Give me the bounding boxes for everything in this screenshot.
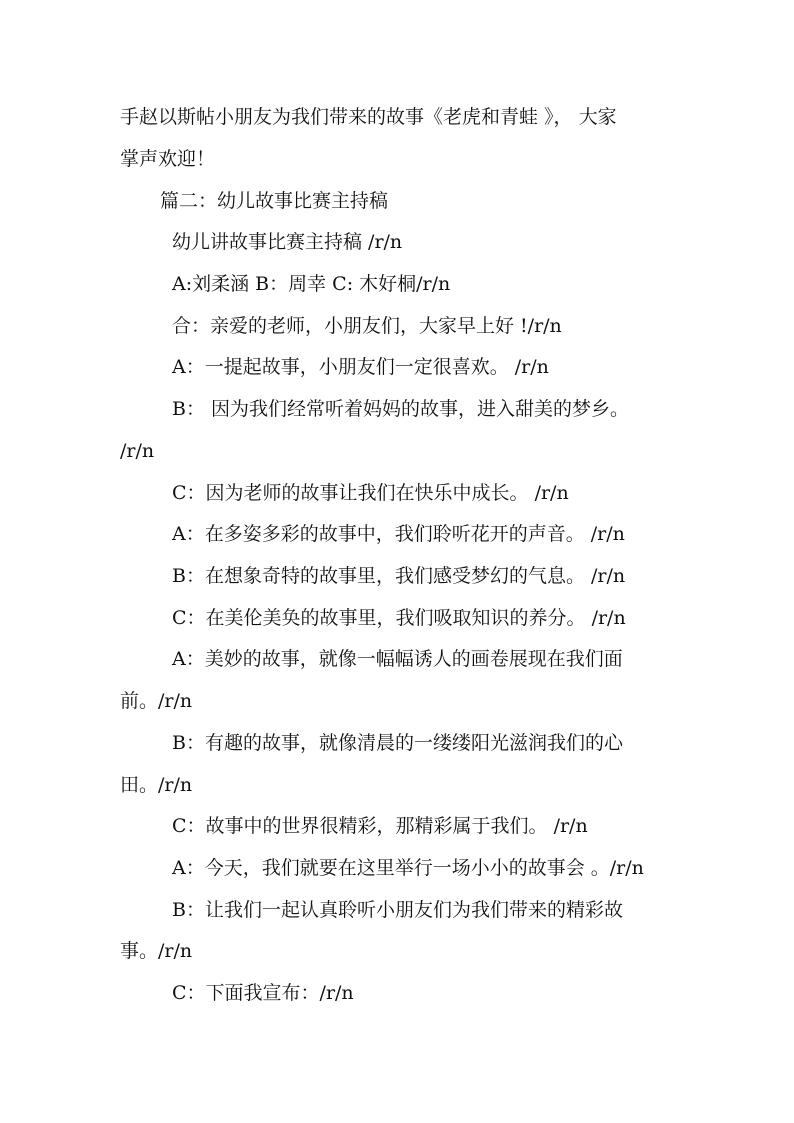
text-line: B：有趣的故事，就像清晨的一缕缕阳光滋润我们的心 xyxy=(172,732,623,754)
text-line: A:刘柔涵 B：周幸 C: 木好桐/r/n xyxy=(172,273,451,295)
text-line: 前。/r/n xyxy=(120,690,193,712)
text-line: B：在想象奇特的故事里，我们感受梦幻的气息。 /r/n xyxy=(172,565,626,587)
text-line: 掌声欢迎！ xyxy=(120,148,216,170)
text-line: 合：亲爱的老师，小朋友们，大家早上好 !/r/n xyxy=(172,315,562,337)
text-line: C：在美伦美奂的故事里，我们吸取知识的养分。 /r/n xyxy=(172,607,626,629)
text-line: 幼儿讲故事比赛主持稿 /r/n xyxy=(172,231,403,253)
text-line: 田。/r/n xyxy=(120,774,193,796)
text-line: 事。/r/n xyxy=(120,940,193,962)
text-line: C：下面我宣布：/r/n xyxy=(172,982,354,1004)
text-line: B： 因为我们经常听着妈妈的故事，进入甜美的梦乡。 xyxy=(172,398,630,420)
text-line: C：故事中的世界很精彩，那精彩属于我们。 /r/n xyxy=(172,815,588,837)
text-line: A：今天，我们就要在这里举行一场小小的故事会 。/r/n xyxy=(172,857,644,879)
text-line: C：因为老师的故事让我们在快乐中成长。 /r/n xyxy=(172,482,569,504)
section-heading: 篇二：幼儿故事比赛主持稿 xyxy=(160,190,389,212)
text-line: A：在多姿多彩的故事中，我们聆听花开的声音。 /r/n xyxy=(172,523,625,545)
text-line: B：让我们一起认真聆听小朋友们为我们带来的精彩故 xyxy=(172,899,623,921)
text-line: A：一提起故事，小朋友们一定很喜欢。 /r/n xyxy=(172,356,549,378)
text-line: 手赵以斯帖小朋友为我们带来的故事《老虎和青蛙 》， 大家 xyxy=(120,106,617,128)
text-line: A：美妙的故事，就像一幅幅诱人的画卷展现在我们面 xyxy=(172,648,623,670)
text-line: /r/n xyxy=(120,440,155,462)
